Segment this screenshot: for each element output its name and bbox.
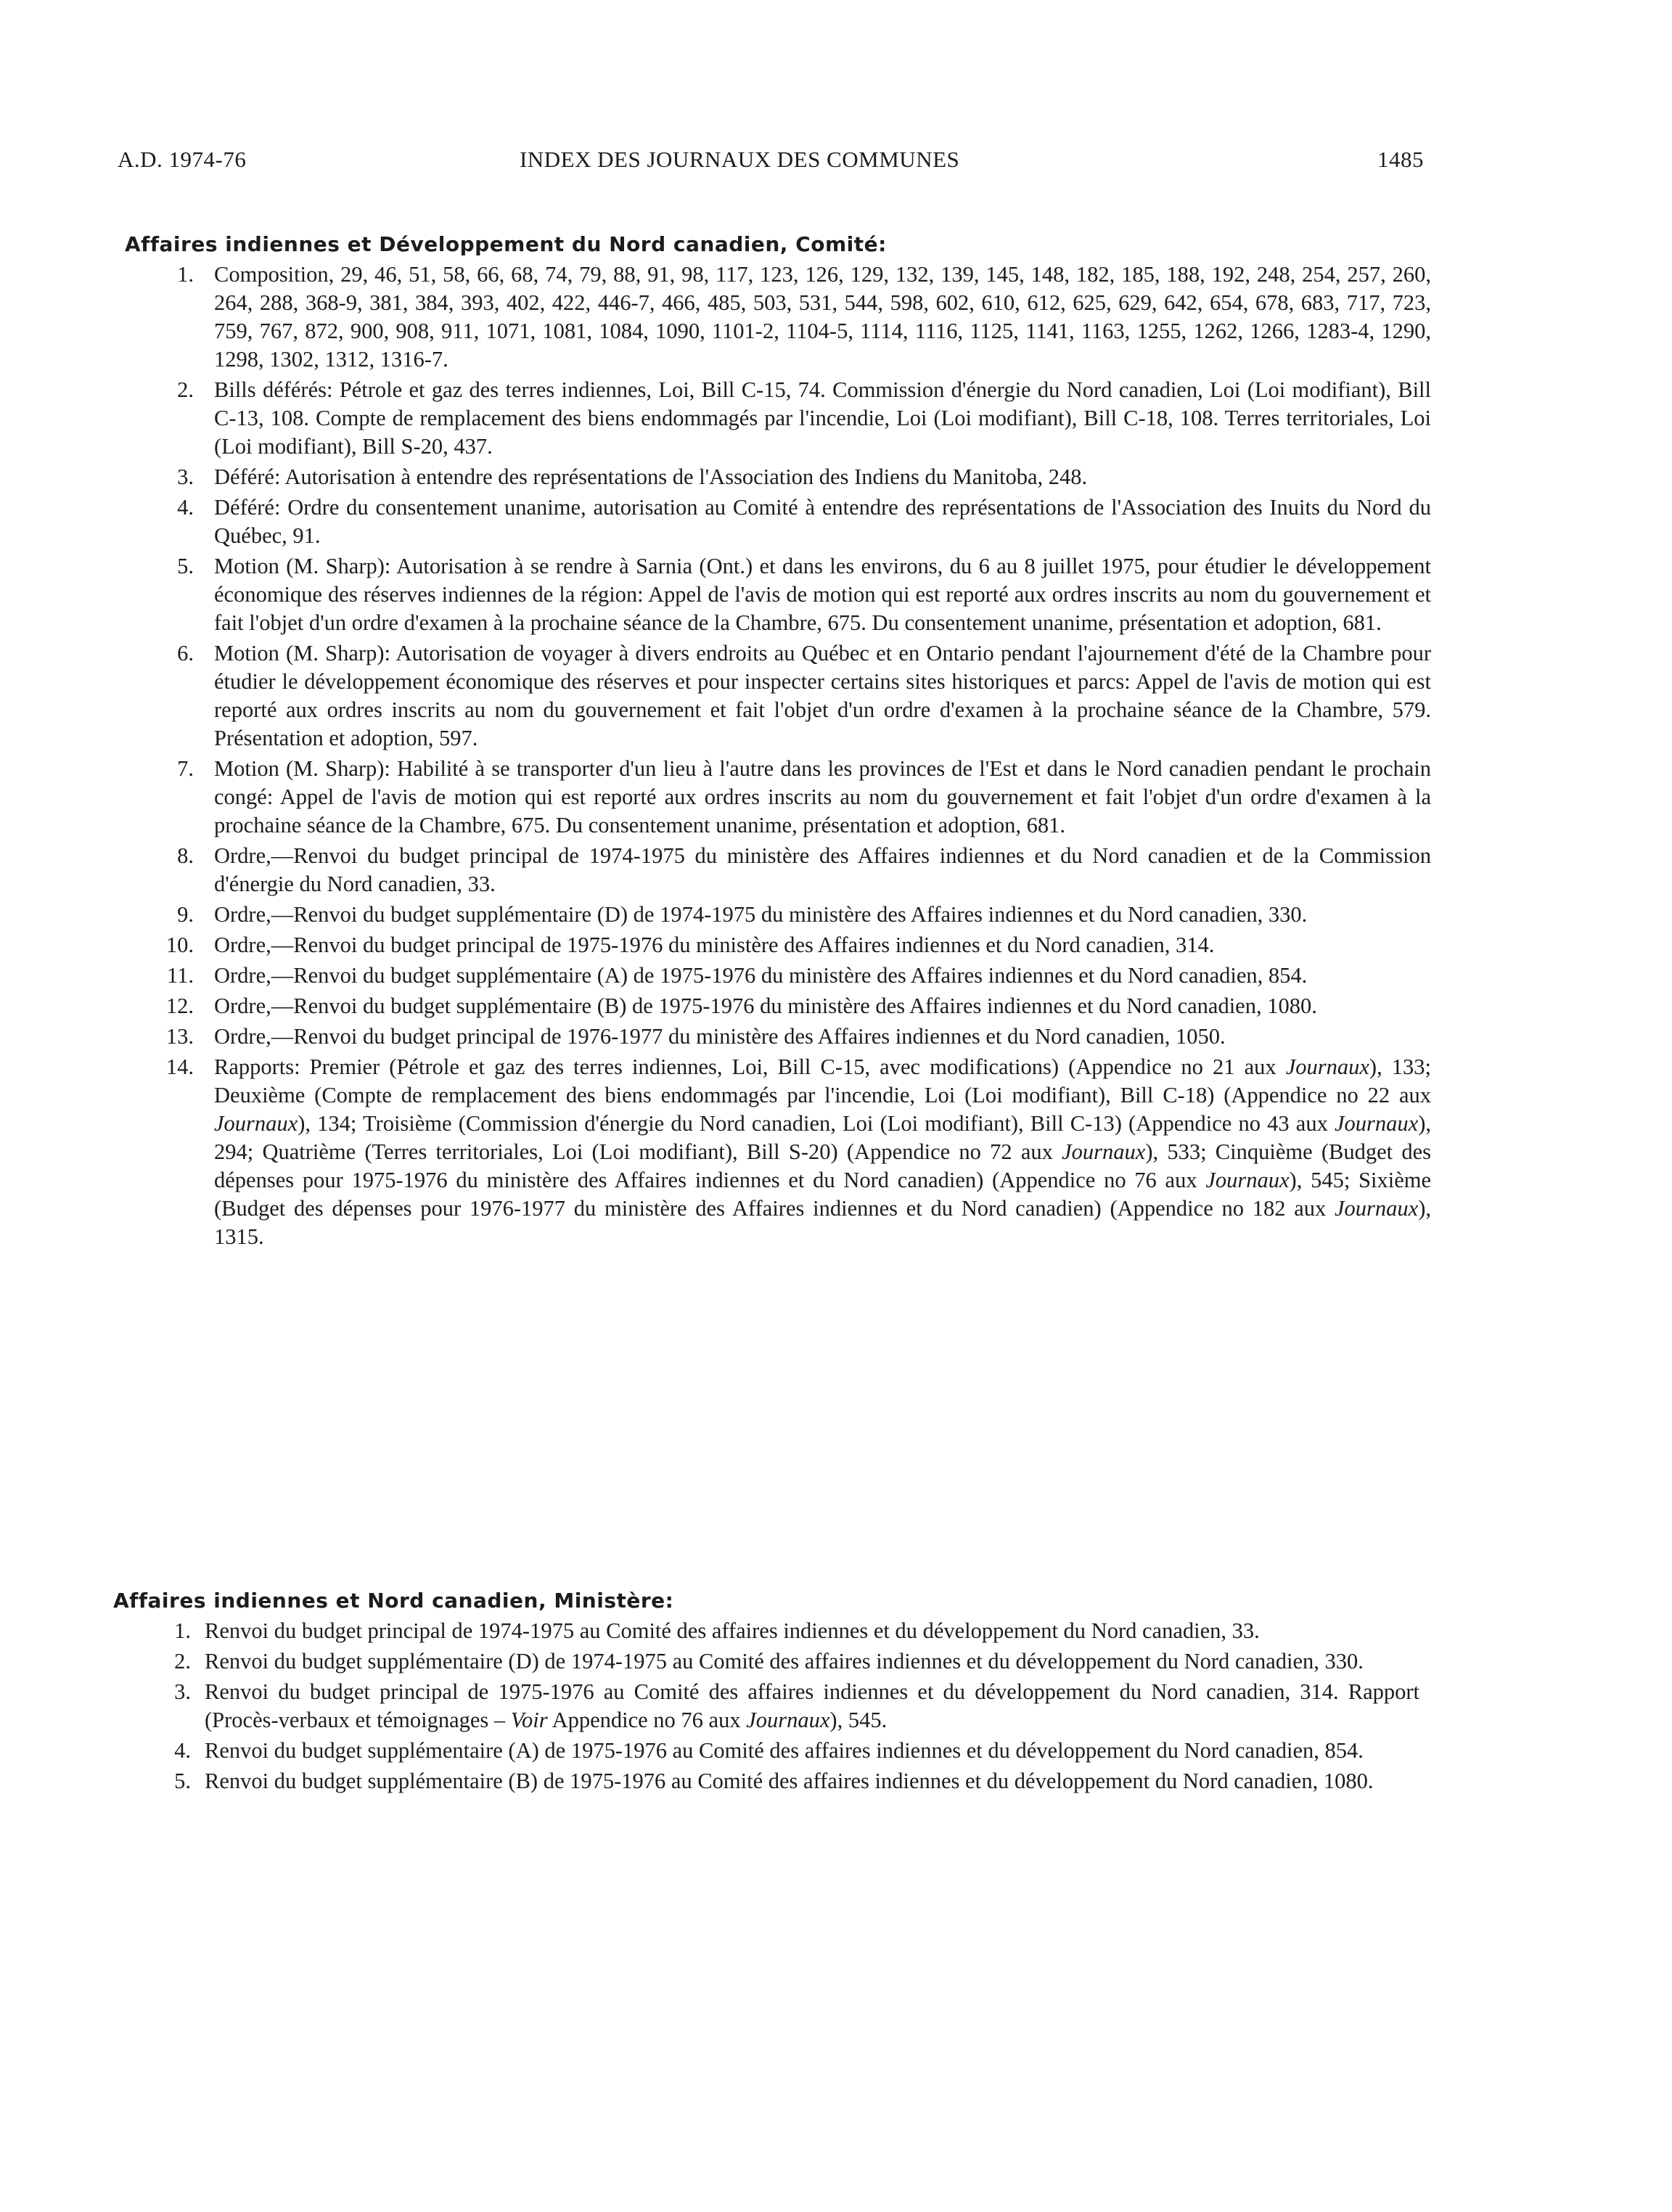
entry-text: Ordre,—Renvoi du budget supplémentaire (B) de 1975-1976 du ministère des Affaires indiennes et du Nord canadien, 1080. (214, 994, 1317, 1018)
entry-number: 7. (177, 756, 194, 781)
header-title: INDEX DES JOURNAUX DES COMMUNES (520, 147, 960, 172)
index-entry (125, 552, 1431, 637)
index-entry (113, 1647, 1419, 1676)
journal-title-italic: Journaux (1062, 1139, 1146, 1164)
entry-number: 2. (174, 1649, 191, 1674)
entry-text-part: Renvoi du budget principal de 1975-1976 au Comité des affaires indiennes et du développement du Nord canadien, 314. Rapport (Procès-verbaux et témoignages – (205, 1679, 1419, 1732)
journal-title-italic: Journaux (1205, 1168, 1290, 1192)
entry-text-part: ), 533; Cinquième (Budget des dépenses pour 1975-1976 du ministère des Affaires indiennes et du Nord canadien) (Appendice no 76 aux (214, 1139, 1432, 1192)
entry-text: Renvoi du budget principal de 1974-1975 au Comité des affaires indiennes et du développement du Nord canadien, 33. (205, 1618, 1260, 1643)
entry-text (205, 1678, 1419, 1734)
index-entry (125, 962, 1431, 990)
entry-text: Ordre,—Renvoi du budget supplémentaire (D) de 1974-1975 du ministère des Affaires indiennes et du Nord canadien, 330. (214, 902, 1308, 927)
entry-text-part: ), 294; Quatrième (Terres territoriales, Loi (Loi modifiant), Bill S-20) (Appendice no 72 aux (214, 1111, 1431, 1164)
entry-number: 1. (174, 1618, 191, 1643)
entry-text: Motion (M. Sharp): Autorisation de voyager à divers endroits au Québec et en Ontario pendant l'ajournement d'été de la Chambre pour étudier le développement économique des réserves et pour inspecter certains sites historiques et parcs: Appel de l'avis de motion qui est reporté aux ordres inscrits au nom du gouvernement et fait l'objet d'un ordre d'examen à la prochaine séance de la Chambre, 579. Présentation et adoption, 597. (214, 641, 1431, 750)
entry-text: Renvoi du budget supplémentaire (D) de 1974-1975 au Comité des affaires indiennes et du développement du Nord canadien, 330. (205, 1649, 1364, 1674)
journal-title-italic: Journaux (1335, 1196, 1419, 1221)
journal-title-italic: Journaux (1335, 1111, 1419, 1136)
section-heading: Affaires indiennes et Nord canadien, Ministère: (113, 1589, 674, 1613)
entry-text: Déféré: Autorisation à entendre des représentations de l'Association des Indiens du Manitoba, 248. (214, 464, 1088, 489)
index-entry (125, 992, 1431, 1020)
index-entry (125, 493, 1431, 550)
index-entry (125, 1053, 1431, 1251)
voir-italic: Voir (510, 1708, 548, 1732)
index-entry (125, 755, 1431, 840)
entry-text: Ordre,—Renvoi du budget principal de 1974-1975 du ministère des Affaires indiennes et du Nord canadien et de la Commission d'énergie du Nord canadien, 33. (214, 843, 1431, 896)
entry-text: Renvoi du budget supplémentaire (A) de 1975-1976 au Comité des affaires indiennes et du développement du Nord canadien, 854. (205, 1738, 1364, 1763)
entry-text-part: ), 134; Troisième (Commission d'énergie du Nord canadien, Loi (Loi modifiant), Bill C-13) (Appendice no 43 aux (298, 1111, 1335, 1136)
entry-number: 2. (177, 377, 194, 402)
entry-number: 10. (165, 933, 194, 957)
index-entry (125, 463, 1431, 491)
entry-text (214, 1053, 1431, 1251)
entry-number: 4. (174, 1738, 191, 1763)
entry-number: 8. (177, 843, 194, 868)
page-number: 1485 (1377, 147, 1424, 172)
entry-number: 5. (177, 554, 194, 578)
entry-text: Composition, 29, 46, 51, 58, 66, 68, 74, 79, 88, 91, 98, 117, 123, 126, 129, 132, 139, 145, 148, 182, 185, 188, 192, 248, 254, 257, 260, 264, 288, 368-9, 381, 384, 393, 402, 422, 446-7, 466, 485, 503, 531, 544, 598, 602, 610, 612, 625, 629, 642, 654, 678, 683, 717, 723, 759, 767, 872, 900, 908, 911, 1071, 1081, 1084, 1090, 1101-2, 1104-5, 1114, 1116, 1125, 1141, 1163, 1255, 1262, 1266, 1283-4, 1290, 1298, 1302, 1312, 1316-7. (214, 262, 1431, 372)
index-section-ministere (113, 1586, 1419, 1798)
entry-number: 1. (177, 262, 194, 287)
entry-text-part: ), 545. (829, 1708, 888, 1732)
index-section-comite (125, 230, 1431, 1253)
entry-text-part: Appendice no 76 aux (547, 1708, 747, 1732)
index-entry (125, 931, 1431, 959)
index-entry (113, 1678, 1419, 1734)
entry-list (113, 1617, 1419, 1795)
entry-number: 14. (165, 1054, 194, 1079)
entry-text-part: ), 545; Sixième (Budget des dépenses pour 1976-1977 du ministère des Affaires indiennes et du Nord canadien) (Appendice no 182 aux (214, 1168, 1432, 1221)
entry-number: 9. (177, 902, 194, 927)
entry-text: Ordre,—Renvoi du budget supplémentaire (A) de 1975-1976 du ministère des Affaires indiennes et du Nord canadien, 854. (214, 963, 1308, 988)
entry-list (125, 261, 1431, 1251)
index-entry (113, 1617, 1419, 1645)
entry-number: 6. (177, 641, 194, 665)
header-date-range: A.D. 1974-76 (118, 147, 247, 172)
entry-text: Renvoi du budget supplémentaire (B) de 1975-1976 au Comité des affaires indiennes et du développement du Nord canadien, 1080. (205, 1769, 1374, 1793)
entry-number: 12. (165, 994, 194, 1018)
entry-number: 11. (167, 963, 194, 988)
index-entry (113, 1767, 1419, 1795)
index-entry (125, 1023, 1431, 1051)
running-header (118, 147, 1424, 179)
index-entry (125, 901, 1431, 929)
entry-text-part: ), 133; Deuxième (Compte de remplacement des biens endommagés par l'incendie, Loi (Loi modifiant), Bill C-18) (Appendice no 22 aux (214, 1054, 1431, 1107)
section-heading: Affaires indiennes et Développement du Nord canadien, Comité: (125, 232, 887, 256)
index-entry (125, 842, 1431, 898)
journal-title-italic: Journaux (214, 1111, 298, 1136)
index-entry (113, 1737, 1419, 1765)
entry-number: 3. (177, 464, 194, 489)
entry-text: Motion (M. Sharp): Autorisation à se rendre à Sarnia (Ont.) et dans les environs, du 6 au 8 juillet 1975, pour étudier le développement économique des réserves indiennes de la région: Appel de l'avis de motion qui est reporté aux ordres inscrits au nom du gouvernement et fait l'objet d'un ordre d'examen à la prochaine séance de la Chambre, 675. Du consentement unanime, présentation et adoption, 681. (214, 554, 1431, 635)
entry-text-part: ), 1315. (214, 1196, 1431, 1249)
entry-number: 4. (177, 495, 194, 520)
entry-text: Ordre,—Renvoi du budget principal de 1976-1977 du ministère des Affaires indiennes et du Nord canadien, 1050. (214, 1024, 1226, 1049)
journal-title-italic: Journaux (1285, 1054, 1369, 1079)
entry-text: Déféré: Ordre du consentement unanime, autorisation au Comité à entendre des représentations de l'Association des Inuits du Nord du Québec, 91. (214, 495, 1431, 548)
index-entry (125, 639, 1431, 753)
entry-text: Bills déférés: Pétrole et gaz des terres indiennes, Loi, Bill C-15, 74. Commission d'énergie du Nord canadien, Loi (Loi modifiant), Bill C-13, 108. Compte de remplacement des biens endommagés par l'incendie, Loi (Loi modifiant), Bill C-18, 108. Terres territoriales, Loi (Loi modifiant), Bill S-20, 437. (214, 377, 1431, 459)
entry-text: Motion (M. Sharp): Habilité à se transporter d'un lieu à l'autre dans les provinces de l'Est et dans le Nord canadien pendant le prochain congé: Appel de l'avis de motion qui est reporté aux ordres inscrits au nom du gouvernement et fait l'objet d'un ordre d'examen à la prochaine séance de la Chambre, 675. Du consentement unanime, présentation et adoption, 681. (214, 756, 1431, 837)
entry-number: 5. (174, 1769, 191, 1793)
entry-text: Ordre,—Renvoi du budget principal de 1975-1976 du ministère des Affaires indiennes et du Nord canadien, 314. (214, 933, 1215, 957)
entry-number: 3. (174, 1679, 191, 1704)
journal-title-italic: Journaux (746, 1708, 830, 1732)
entry-text-part: Rapports: Premier (Pétrole et gaz des terres indiennes, Loi, Bill C-15, avec modifications) (Appendice no 21 aux (214, 1054, 1286, 1079)
index-entry (125, 261, 1431, 374)
index-entry (125, 376, 1431, 461)
entry-number: 13. (165, 1024, 194, 1049)
